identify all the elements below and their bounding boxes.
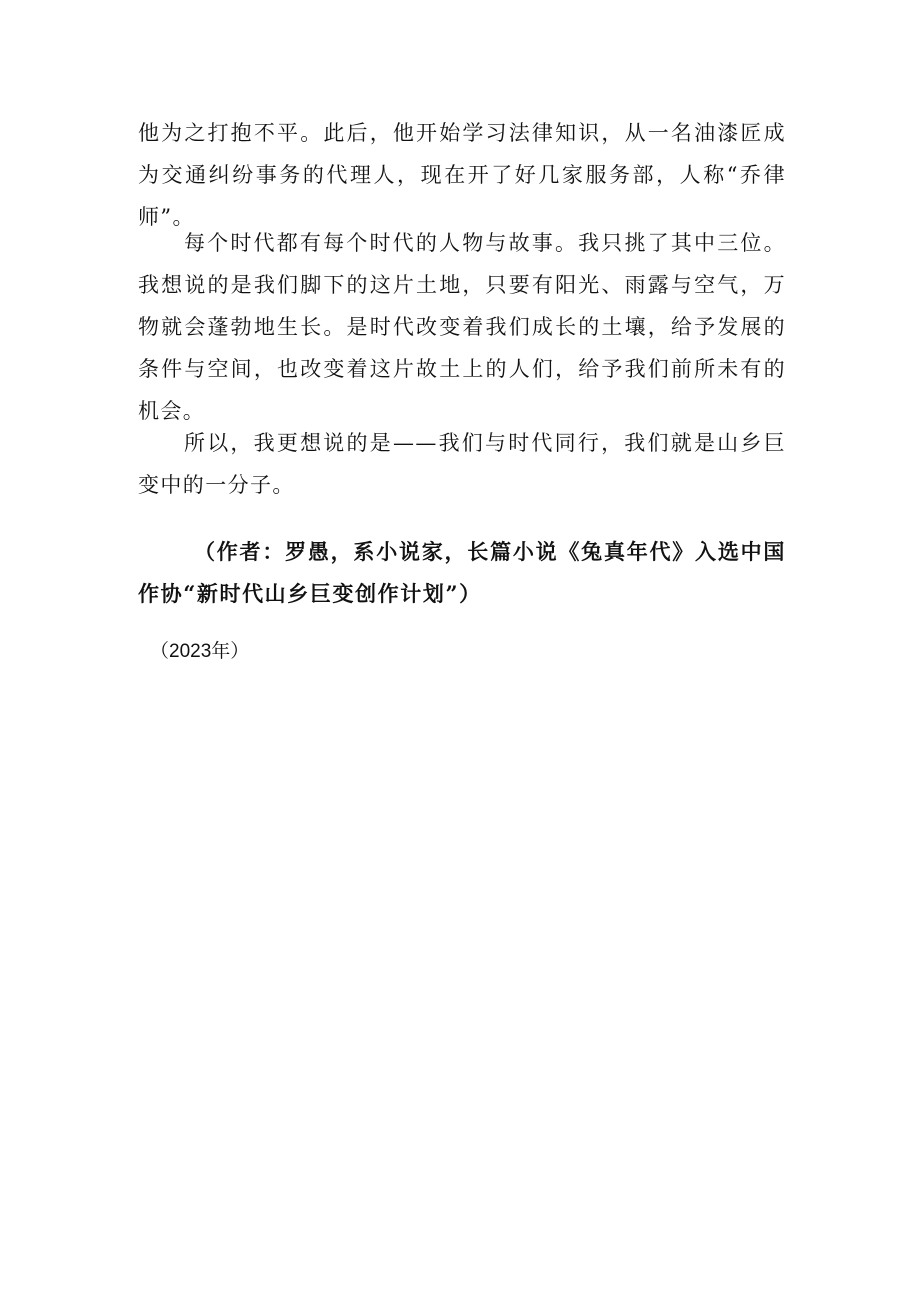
author-note: （作者：罗愚，系小说家，长篇小说《兔真年代》入选中国作协“新时代山乡巨变创作计划”） [138,539,786,606]
paragraph-continuation: 他为之打抱不平。此后，他开始学习法律知识，从一名油漆匠成为交通纠纷事务的代理人，现在开了好几家服务部，人称“乔律师”。 [138,121,786,229]
paragraph-era-stories: 每个时代都有每个时代的人物与故事。我只挑了其中三位。我想说的是我们脚下的这片土地，只要有阳光、雨露与空气，万物就会蓬勃地生长。是时代改变着我们成长的土壤，给予发展的条件与空间，也改变着这片故土上的人们，给予我们前所未有的机会。 [138,231,786,423]
publication-year: （2023年） [150,641,250,662]
paragraph-conclusion: 所以，我更想说的是——我们与时代同行，我们就是山乡巨变中的一分子。 [138,431,786,497]
